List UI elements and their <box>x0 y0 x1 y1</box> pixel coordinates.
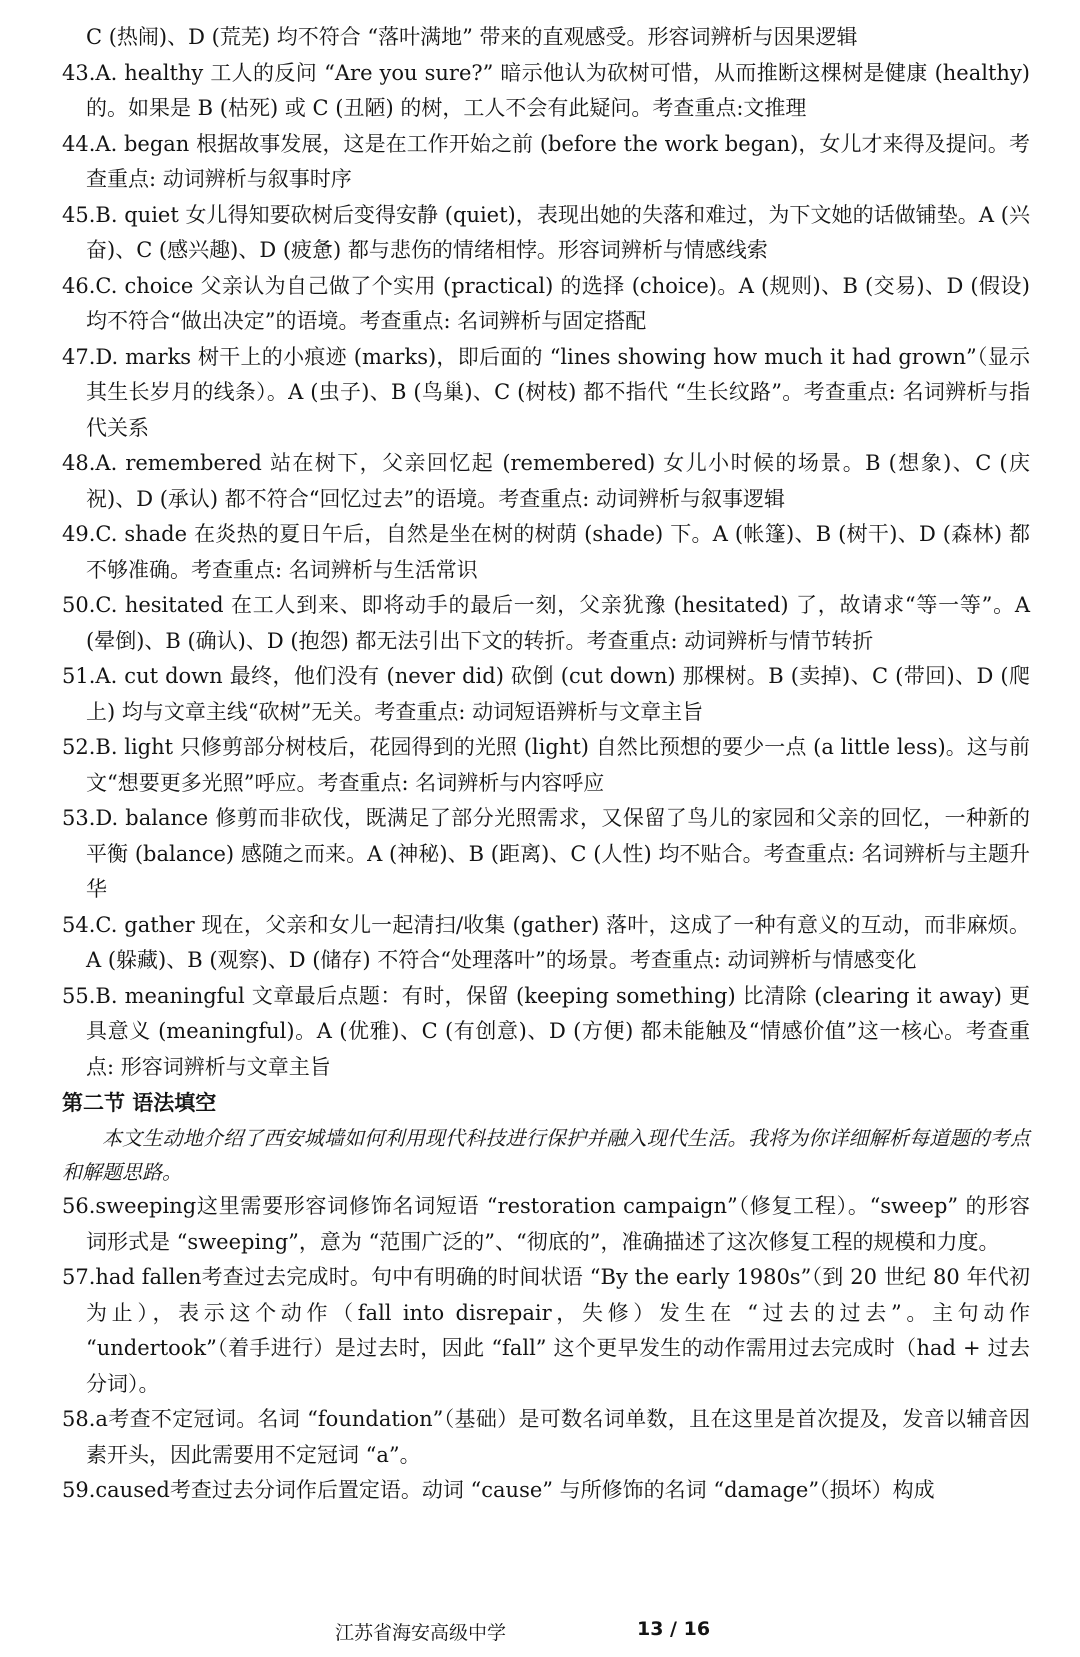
page-number: 13 / 16 <box>637 1618 711 1640</box>
answer-item-53: 53.D. balance 修剪而非砍伐，既满足了部分光照需求，又保留了鸟儿的家园和父亲的回忆，一种新的平衡 (balance) 感随之而来。A (神秘)、B (距离)、C (人性) 均不贴合。考查重点: 名词辨析与主题升华 <box>62 806 1030 901</box>
answer-item-52: 52.B. light 只修剪部分树枝后，花园得到的光照 (light) 自然比预想的要少一点 (a little less)。这与前文“想要更多光照”呼应。考查重点: 名词辨析与内容呼应 <box>62 735 1030 795</box>
answer-item-55: 55.B. meaningful 文章最后点题：有时，保留 (keeping something) 比清除 (clearing it away) 更具意义 (meaningful)。A (优雅)、C (有创意)、D (方便) 都未能触及“情感价值”这一核心。考查重点: 形容词辨析与文章主旨 <box>62 983 1030 1079</box>
answer-item-43: 43.A. healthy 工人的反问 “Are you sure?” 暗示他认为砍树可惜，从而推断这棵树是健康 (healthy) 的。如果是 B (枯死) 或 C (丑陋) 的树，工人不会有此疑问。考查重点:文推理 <box>62 60 1030 120</box>
answer-item-59: 59.caused考查过去分词作后置定语。动词 “cause” 与所修饰的名词 “damage”（损坏）构成 <box>62 1478 935 1502</box>
answer-item-44: 44.A. began 根据故事发展，这是在工作开始之前 (before the work began)，女儿才来得及提问。考查重点: 动词辨析与叙事时序 <box>62 131 1030 191</box>
answer-item-51: 51.A. cut down 最终，他们没有 (never did) 砍倒 (cut down) 那棵树。B (卖掉)、C (带回)、D (爬上) 均与文章主线“砍树”无关。考查重点: 动词短语辨析与文章主旨 <box>62 664 1030 724</box>
answer-item-54: 54.C. gather 现在，父亲和女儿一起清扫/收集 (gather) 落叶，这成了一种有意义的互动，而非麻烦。A (躲藏)、B (观察)、D (储存) 不符合“处理落叶”的场景。考查重点: 动词辨析与情感变化 <box>62 912 1030 972</box>
answer-item-48: 48.A. remembered 站在树下，父亲回忆起 (remembered) 女儿小时候的场景。B (想象)、C (庆祝)、D (承认) 都不符合“回忆过去”的语境。考查重点: 动词辨析与叙事逻辑 <box>62 451 1030 511</box>
answer-item-58: 58.a考查不定冠词。名词 “foundation”（基础）是可数名词单数，且在这里是首次提及，发音以辅音因素开头，因此需要用不定冠词 “a”。 <box>62 1407 1030 1467</box>
answer-item-47: 47.D. marks 树干上的小痕迹 (marks)，即后面的 “lines showing how much it had grown”（显示其生长岁月的线条）。A (虫子)、B (鸟巢)、C (树枝) 都不指代 “生长纹路”。考查重点: 名词辨析与指代关系 <box>62 344 1030 440</box>
answer-item-45: 45.B. quiet 女儿得知要砍树后变得安静 (quiet)，表现出她的失落和难过，为下文她的话做铺垫。A (兴奋)、C (感兴趣)、D (疲惫) 都与悲伤的情绪相悖。形容词辨析与情感线索 <box>62 202 1030 262</box>
explanation-continuation: C (热闹)、D (荒芜) 均不符合 “落叶满地” 带来的直观感受。形容词辨析与因果逻辑 <box>86 25 858 49</box>
page-footer <box>0 1618 1080 1648</box>
answer-item-57: 57.had fallen考查过去完成时。句中有明确的时间状语 “By the early 1980s”（到 20 世纪 80 年代初为止），表示这个动作（fall into disrepair，失修）发生在 “过去的过去”。主句动作 “undertook”（着手进行）是过去时，因此 “fall” 这个更早发生的动作需用过去完成时（had + 过去分词）。 <box>62 1265 1031 1396</box>
answer-item-50: 50.C. hesitated 在工人到来、即将动手的最后一刻，父亲犹豫 (hesitated) 了，故请求“等一等”。A (晕倒)、B (确认)、D (抱怨) 都无法引出下文的转折。考查重点: 动词辨析与情节转折 <box>62 593 1030 653</box>
school-name: 江苏省海安高级中学 <box>335 1622 507 1644</box>
answer-item-46: 46.C. choice 父亲认为自己做了个实用 (practical) 的选择 (choice)。A (规则)、B (交易)、D (假设) 均不符合“做出决定”的语境。考查重点: 名词辨析与固定搭配 <box>62 273 1030 333</box>
section-heading: 第二节 语法填空 <box>62 1091 217 1115</box>
answer-item-49: 49.C. shade 在炎热的夏日午后，自然是坐在树的树荫 (shade) 下。A (帐篷)、B (树干)、D (森林) 都不够准确。考查重点: 名词辨析与生活常识 <box>62 522 1030 582</box>
answer-explanations <box>62 20 1030 1509</box>
section-intro: 本文生动地介绍了西安城墙如何利用现代科技进行保护并融入现代生活。我将为你详细解析每道题的考点和解题思路。 <box>62 1126 1030 1184</box>
answer-item-56: 56.sweeping这里需要形容词修饰名词短语 “restoration campaign”（修复工程）。“sweep” 的形容词形式是 “sweeping”，意为 “范围广泛的”、“彻底的”，准确描述了这次修复工程的规模和力度。 <box>62 1194 1030 1254</box>
